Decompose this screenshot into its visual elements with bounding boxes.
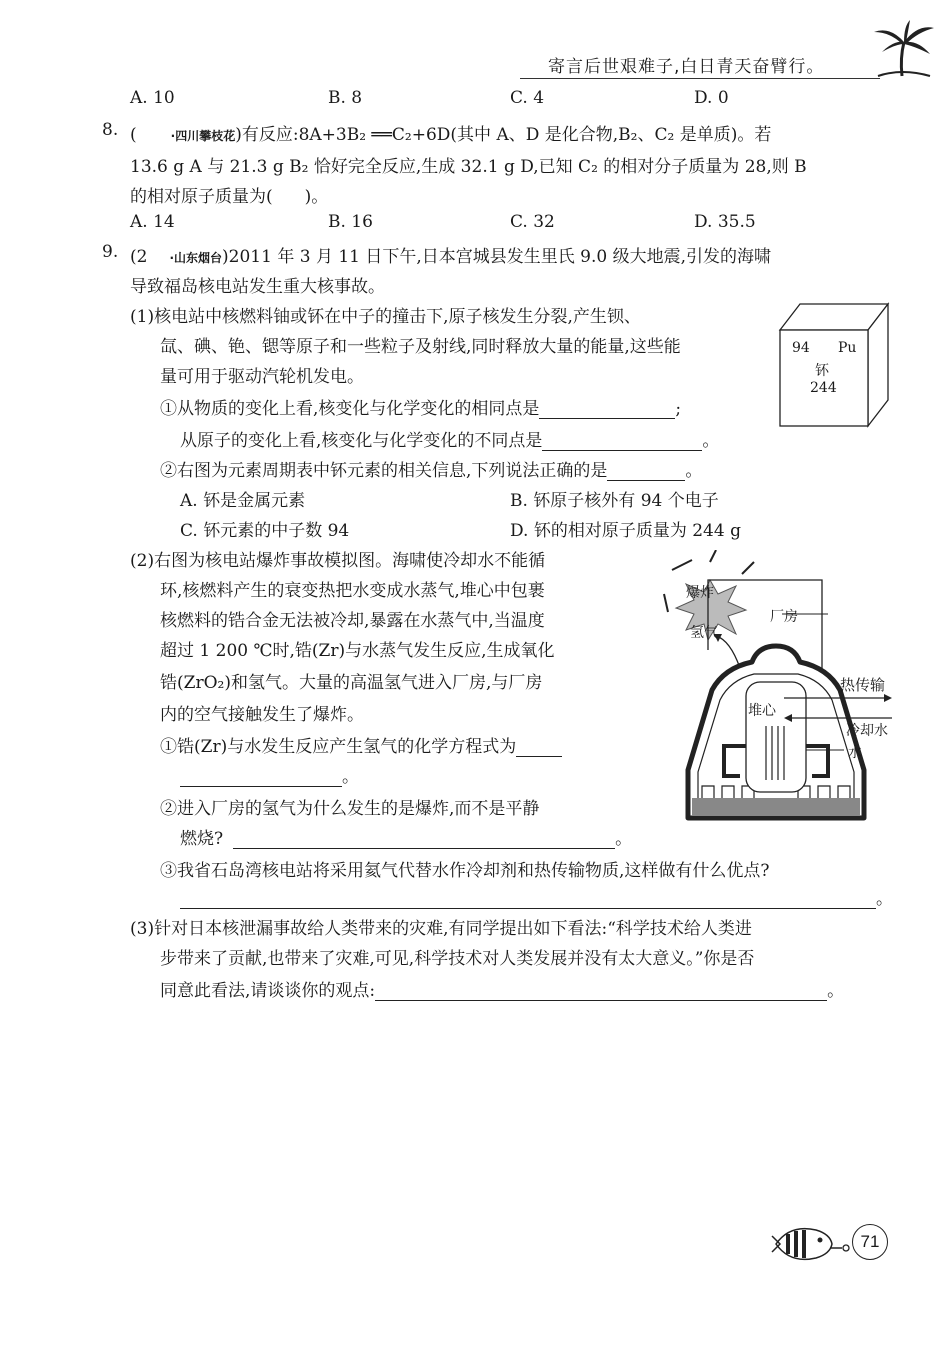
q8-line3-before: 的相对原子质量为( — [130, 187, 273, 207]
q9-line1 — [130, 242, 771, 267]
q8-number: 8. — [102, 120, 119, 140]
q9-p2-line6: 内的空气接触发生了爆炸。 — [160, 705, 364, 725]
q9-p1-line2: 氙、碘、铯、锶等原子和一些粒子及射线,同时释放大量的能量,这些能 — [160, 337, 681, 357]
q9-p3-line2: 步带来了贡献,也带来了灾难,可见,科学技术对人类发展并没有太大意义。”你是否 — [160, 949, 755, 969]
element-symbol: Pu — [838, 340, 857, 356]
q9-p2-q2-text: 燃烧? — [180, 829, 224, 849]
q9-number: 9. — [102, 242, 119, 262]
q9-p2-q3-blank[interactable] — [180, 890, 876, 909]
q9-s1a-text: ①从物质的变化上看,核变化与化学变化的相同点是 — [160, 399, 540, 419]
q9-p2-q2-line2 — [180, 824, 632, 849]
q9-p2-q1-end: 。 — [342, 767, 359, 787]
fish-icon — [770, 1222, 850, 1266]
q9-s2-end: 。 — [685, 461, 703, 481]
palm-tree-icon — [868, 18, 938, 80]
q9-p3-line1: (3)针对日本核泄漏事故给人类带来的灾难,有同学提出如下看法:“科学技术给人类进 — [130, 919, 752, 939]
diagram-label-heat: 热传输 — [840, 676, 886, 694]
header-rule — [520, 78, 880, 79]
q9-s1a-line — [160, 394, 681, 419]
q9-p1-line3: 量可用于驱动汽轮机发电。 — [160, 367, 364, 387]
q8-line2: 13.6 g A 与 21.3 g B₂ 恰好完全反应,生成 32.1 g D,已知 C₂ 的相对分子质量为 28,则 B — [130, 157, 807, 177]
q9-s2-option-a: A. 钚是金属元素 — [180, 491, 306, 511]
q9-p2-q1-line — [160, 732, 562, 757]
q9-p2-q2-blank[interactable] — [233, 830, 615, 849]
q9-s1b-blank[interactable] — [542, 432, 702, 451]
q9-source: ·山东烟台 — [169, 251, 223, 265]
q8-option-b: B. 16 — [328, 212, 373, 232]
diagram-label-core: 堆心 — [748, 703, 776, 719]
q9-s2-option-d: D. 钚的相对原子质量为 244 g — [510, 521, 741, 541]
q7-option-c: C. 4 — [510, 88, 545, 108]
q9-p2-q3-line: ③我省石岛湾核电站将采用氦气代替水作冷却剂和热传输物质,这样做有什么优点? — [160, 861, 770, 881]
q8-open-paren: ( — [130, 125, 137, 145]
q9-p3-last-text: 同意此看法,请谈谈你的观点: — [160, 981, 376, 1001]
q9-p2-q3-answer-line — [180, 884, 893, 909]
q9-p2-q3-end: 。 — [876, 889, 893, 909]
q9-p2-q2-line1: ②进入厂房的氢气为什么发生的是爆炸,而不是平静 — [160, 799, 540, 819]
q9-s1a-blank[interactable] — [539, 400, 675, 419]
q8-option-c: C. 32 — [510, 212, 555, 232]
q9-s1b-text: 从原子的变化上看,核变化与化学变化的不同点是 — [180, 431, 543, 451]
header-motto: 寄言后世艰难子,白日青天奋臂行。 — [548, 57, 825, 77]
q8-line3 — [130, 182, 328, 207]
element-card-plutonium — [770, 300, 890, 430]
q9-p2-line4: 超过 1 200 ℃时,锆(Zr)与水蒸气发生反应,生成氧化 — [160, 641, 555, 661]
q9-open-paren: (2 — [130, 247, 148, 267]
q9-p3-blank[interactable] — [375, 982, 827, 1001]
element-name: 钚 — [815, 363, 829, 379]
page-number: 71 — [852, 1224, 888, 1260]
q9-p1-line1: (1)核电站中核燃料铀或钚在中子的撞击下,原子核发生分裂,产生钡、 — [130, 307, 641, 327]
q9-p2-q1-blank-a[interactable] — [516, 738, 562, 757]
diagram-label-water: 水 — [848, 745, 862, 761]
q9-s1b-end: 。 — [702, 431, 720, 451]
q9-s2-option-b: B. 钚原子核外有 94 个电子 — [510, 491, 719, 511]
q9-s2-blank[interactable] — [607, 462, 685, 481]
diagram-label-plant: 厂房 — [770, 609, 798, 625]
q9-p3-line3 — [160, 976, 844, 1001]
q9-line2: 导致福岛核电站发生重大核事故。 — [130, 277, 385, 297]
q9-p2-line3: 核燃料的锆合金无法被冷却,暴露在水蒸气中,当温度 — [160, 611, 545, 631]
q8-line1 — [130, 120, 771, 145]
q9-p2-line2: 环,核燃料产生的衰变热把水变成水蒸气,堆心中包裹 — [160, 581, 545, 601]
q9-p2-line1: (2)右图为核电站爆炸事故模拟图。海啸使冷却水不能循 — [130, 551, 546, 571]
element-number: 94 — [792, 340, 810, 356]
q9-p2-q1-line2 — [180, 762, 359, 787]
diagram-label-coolant: 冷却水 — [846, 723, 888, 739]
q9-p2-line5: 锆(ZrO₂)和氢气。大量的高温氢气进入厂房,与厂房 — [160, 673, 543, 693]
diagram-label-hydrogen: 氢气 — [690, 625, 718, 641]
q9-line1-text: )2011 年 3 月 11 日下午,日本宫城县发生里氏 9.0 级大地震,引发的海啸 — [222, 247, 772, 267]
q9-s2-option-c: C. 钚元素的中子数 94 — [180, 521, 350, 541]
q7-option-a: A. 10 — [130, 88, 175, 108]
element-mass: 244 — [810, 380, 837, 396]
q9-p2-q2-end: 。 — [615, 829, 633, 849]
q9-s2-line — [160, 456, 702, 481]
q8-option-d: D. 35.5 — [694, 212, 756, 232]
diagram-label-explosion: 爆炸 — [686, 585, 714, 601]
q8-line1-text: )有反应:8A+3B₂ ══C₂+6D(其中 A、D 是化合物,B₂、C₂ 是单质)。若 — [235, 125, 772, 145]
q8-line3-after: )。 — [304, 187, 329, 207]
q9-s1a-end: ; — [675, 399, 682, 419]
q8-source: ·四川攀枝花 — [170, 129, 236, 143]
q7-option-b: B. 8 — [328, 88, 363, 108]
q9-s2-text: ②右图为元素周期表中钚元素的相关信息,下列说法正确的是 — [160, 461, 608, 481]
q9-p3-end: 。 — [827, 981, 845, 1001]
q9-p2-q1-text: ①锆(Zr)与水发生反应产生氢气的化学方程式为 — [160, 737, 517, 757]
q7-option-d: D. 0 — [694, 88, 729, 108]
q9-s1b-line — [180, 426, 719, 451]
q8-option-a: A. 14 — [130, 212, 175, 232]
q9-p2-q1-blank-b[interactable] — [180, 768, 342, 787]
